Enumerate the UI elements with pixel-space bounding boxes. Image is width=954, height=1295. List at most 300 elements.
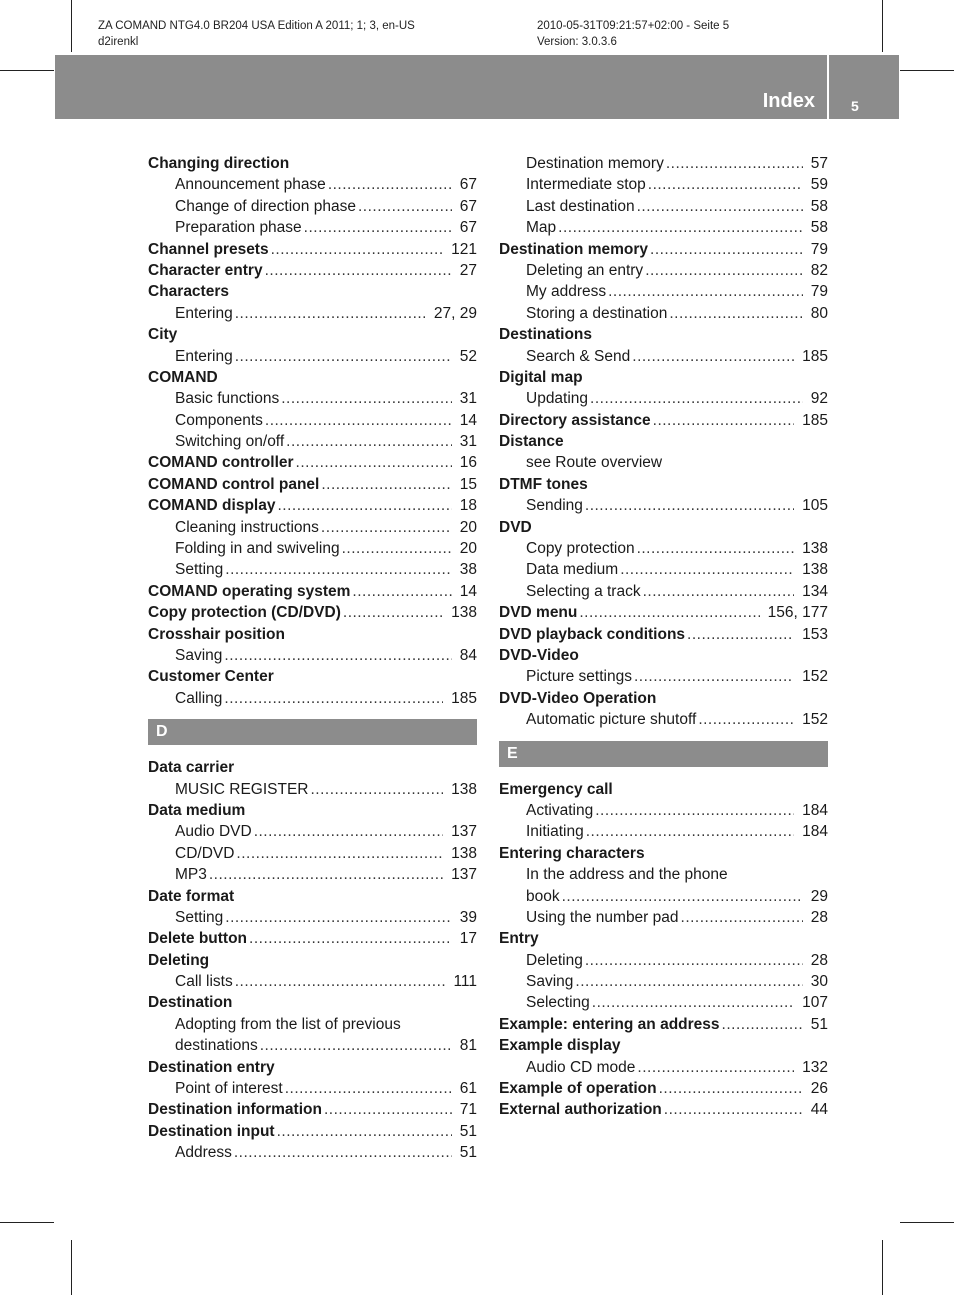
- page-reference: 138: [802, 540, 828, 558]
- entry-label: book: [526, 887, 560, 905]
- index-entry: [148, 324, 477, 345]
- page-reference: 152: [802, 711, 828, 729]
- index-subentry: [148, 410, 477, 431]
- dot-leader: [583, 495, 794, 516]
- entry-label: Example: entering an address: [499, 1015, 720, 1033]
- entry-label: COMAND: [148, 368, 218, 386]
- entry-label: Selecting a track: [526, 582, 641, 600]
- entry-label: Deleting: [148, 951, 210, 969]
- index-subentry: [148, 843, 477, 864]
- index-subentry: [499, 971, 828, 992]
- page-title: Index: [762, 90, 815, 112]
- index-entry: [499, 843, 828, 864]
- index-subentry: [148, 559, 477, 580]
- page-reference: 67: [459, 176, 477, 194]
- dot-leader: [341, 602, 443, 623]
- index-entry: [148, 666, 477, 687]
- entry-label: COMAND display: [148, 497, 276, 515]
- dot-leader: [679, 907, 803, 928]
- entry-label: Calling: [175, 689, 223, 707]
- entry-label: Entry: [499, 930, 539, 948]
- index-subentry: [499, 388, 828, 409]
- index-subentry: [499, 709, 828, 730]
- entry-label: Storing a destination: [526, 304, 668, 322]
- meta-right-line1: 2010-05-31T09:21:57+02:00 - Seite 5: [537, 20, 730, 32]
- entry-label: Destination entry: [148, 1058, 275, 1076]
- dot-leader: [667, 303, 802, 324]
- page-reference: 18: [459, 497, 477, 515]
- dot-leader: [606, 281, 803, 302]
- entry-label: Point of interest: [175, 1080, 283, 1098]
- index-subentry: [499, 581, 828, 602]
- dot-leader: [223, 559, 451, 580]
- page-reference: 15: [459, 475, 477, 493]
- entry-label: Character entry: [148, 261, 263, 279]
- index-entry: [148, 1099, 477, 1120]
- entry-label: Using the number pad: [526, 908, 679, 926]
- dot-leader: [232, 1142, 452, 1163]
- entry-label: Destination memory: [526, 155, 664, 172]
- index-subentry: [499, 907, 828, 928]
- page-reference: 138: [451, 604, 477, 622]
- index-subentry: [499, 495, 828, 516]
- index-entry: [148, 281, 477, 302]
- page-reference: 185: [802, 347, 828, 365]
- dot-leader: [233, 971, 446, 992]
- entry-label: COMAND control panel: [148, 475, 320, 493]
- index-entry: [499, 602, 828, 623]
- page-reference: 67: [459, 197, 477, 215]
- dot-leader: [556, 217, 803, 238]
- index-entry: [499, 624, 828, 645]
- index-entry: [499, 474, 828, 495]
- dot-leader: [340, 538, 452, 559]
- dot-leader: [590, 992, 794, 1013]
- index-subentry: [148, 196, 477, 217]
- page-reference: 111: [453, 973, 477, 991]
- index-subentry: [499, 800, 828, 821]
- index-subentry: [499, 346, 828, 367]
- index-entry: [148, 260, 477, 281]
- index-column-left: [148, 153, 477, 1164]
- entry-label: Directory assistance: [499, 411, 651, 429]
- page-reference: 67: [459, 219, 477, 237]
- dot-leader: [223, 907, 451, 928]
- page-reference: 59: [810, 176, 828, 194]
- dot-leader: [319, 474, 451, 495]
- entry-label: Delete button: [148, 930, 248, 948]
- page-reference: 57: [810, 155, 828, 172]
- dot-leader: [275, 495, 451, 516]
- entry-label: Entering characters: [499, 844, 645, 862]
- dot-leader: [641, 581, 795, 602]
- index-subentry: [148, 1142, 477, 1163]
- entry-label: Copy protection: [526, 540, 635, 558]
- dot-leader: [269, 239, 444, 260]
- dot-leader: [651, 410, 794, 431]
- dot-leader: [294, 452, 452, 473]
- entry-label: DVD playback conditions: [499, 625, 686, 643]
- entry-label: Example display: [499, 1037, 621, 1055]
- entry-label: Deleting: [526, 951, 583, 969]
- crop-mark: [882, 0, 883, 52]
- dot-leader: [618, 559, 794, 580]
- entry-label: Deleting an entry: [526, 261, 644, 279]
- index-subentry: [148, 907, 477, 928]
- index-subentry: [148, 688, 477, 709]
- entry-label: Channel presets: [148, 240, 269, 258]
- index-entry: [148, 950, 477, 971]
- index-entry: [499, 367, 828, 388]
- entry-label: Data medium: [526, 561, 619, 579]
- page-reference: 137: [451, 866, 477, 884]
- crop-mark: [0, 1222, 54, 1223]
- entry-label: Updating: [526, 390, 589, 408]
- dot-leader: [662, 1099, 803, 1120]
- page-reference: 153: [802, 625, 828, 643]
- dot-leader: [648, 239, 803, 260]
- entry-label: Picture settings: [526, 668, 632, 686]
- index-subentry: [499, 1057, 828, 1078]
- dot-leader: [350, 581, 451, 602]
- entry-label: DVD-Video: [499, 646, 579, 664]
- entry-label: Setting: [175, 561, 224, 579]
- index-subentry: [499, 666, 828, 687]
- index-entry: [499, 645, 828, 666]
- dot-leader: [319, 517, 452, 538]
- index-subentry: [499, 303, 828, 324]
- page-reference: 105: [802, 497, 828, 515]
- index-subentry: [148, 645, 477, 666]
- print-meta-right: [537, 18, 729, 50]
- header-band: [55, 55, 827, 119]
- page-reference: 28: [810, 908, 828, 926]
- index-entry: [499, 779, 828, 800]
- print-meta-left: [98, 18, 415, 50]
- dot-leader: [233, 346, 452, 367]
- page-reference: 31: [459, 390, 477, 408]
- index-subentry: [148, 779, 477, 800]
- dot-leader: [583, 950, 803, 971]
- crop-mark: [71, 0, 72, 52]
- index-subentry: [499, 196, 828, 217]
- index-subentry: [499, 821, 828, 842]
- entry-label: Digital map: [499, 368, 583, 386]
- index-entry: [148, 239, 477, 260]
- index-subentry: [148, 821, 477, 842]
- index-subentry: [148, 1035, 477, 1056]
- index-subentry: [148, 864, 477, 885]
- crop-mark: [900, 70, 954, 71]
- dot-leader: [279, 388, 452, 409]
- entry-label: Saving: [175, 646, 223, 664]
- page-reference: 132: [802, 1058, 828, 1076]
- index-subentry: [148, 346, 477, 367]
- dot-leader: [632, 666, 794, 687]
- page-reference: 82: [810, 261, 828, 279]
- crop-mark: [900, 1222, 954, 1223]
- entry-label: destinations: [175, 1037, 258, 1055]
- page-reference: 26: [810, 1080, 828, 1098]
- page-reference: 121: [451, 240, 477, 258]
- dot-leader: [657, 1078, 803, 1099]
- entry-label: Announcement phase: [175, 176, 326, 194]
- page-reference: 58: [810, 197, 828, 215]
- dot-leader: [635, 1057, 794, 1078]
- index-subentry: [499, 260, 828, 281]
- index-subentry: [499, 174, 828, 195]
- index-subentry: [148, 303, 477, 324]
- entry-label: Intermediate stop: [526, 176, 646, 194]
- entry-label: DVD-Video Operation: [499, 689, 657, 707]
- page-reference: 61: [459, 1080, 477, 1098]
- entry-label: Search & Send: [526, 347, 631, 365]
- index-subentry: [499, 538, 828, 559]
- dot-leader: [720, 1014, 803, 1035]
- entry-label: Sending: [526, 497, 583, 515]
- entry-label: Audio DVD: [175, 823, 252, 841]
- crop-mark: [0, 70, 54, 71]
- entry-label: Date format: [148, 887, 235, 905]
- index-subentry: [499, 559, 828, 580]
- section-letter: D: [148, 719, 477, 745]
- entry-label: In the address and the phone: [526, 866, 728, 884]
- entry-label: Example of operation: [499, 1080, 657, 1098]
- dot-leader: [593, 800, 794, 821]
- index-entry: [499, 431, 828, 452]
- page-reference: 51: [459, 1122, 477, 1140]
- entry-label: Map: [526, 219, 557, 237]
- index-subentry: [499, 153, 828, 174]
- dot-leader: [207, 864, 443, 885]
- dot-leader: [258, 1035, 452, 1056]
- entry-label: MP3: [175, 866, 207, 884]
- index-entry: [499, 1035, 828, 1056]
- index-entry: [148, 474, 477, 495]
- entry-label: External authorization: [499, 1101, 662, 1119]
- page-reference: 16: [459, 454, 477, 472]
- index-entry: [148, 624, 477, 645]
- index-entry: [148, 1057, 477, 1078]
- index-subentry: [148, 217, 477, 238]
- page-reference: 52: [459, 347, 477, 365]
- page-reference: 80: [810, 304, 828, 322]
- page-reference: 27, 29: [433, 304, 477, 322]
- index-entry: [499, 1078, 828, 1099]
- entry-label: Selecting: [526, 994, 590, 1012]
- entry-label: Destination input: [148, 1122, 275, 1140]
- page-reference: 138: [451, 844, 477, 862]
- entry-label: Change of direction phase: [175, 197, 356, 215]
- index-entry: [499, 239, 828, 260]
- index-subentry: [499, 864, 828, 885]
- dot-leader: [252, 821, 443, 842]
- page-reference: 31: [459, 433, 477, 451]
- index-entry: [148, 928, 477, 949]
- page-reference: 84: [459, 646, 477, 664]
- entry-label: Destination: [148, 994, 233, 1012]
- dot-leader: [275, 1121, 452, 1142]
- index-entry: [148, 1121, 477, 1142]
- entry-label: Initiating: [526, 823, 584, 841]
- page-reference: 152: [802, 668, 828, 686]
- index-entry: [499, 688, 828, 709]
- entry-label: Components: [175, 411, 263, 429]
- dot-leader: [308, 779, 443, 800]
- page-reference: 51: [810, 1015, 828, 1033]
- entry-label: Emergency call: [499, 780, 613, 798]
- index-subentry: [148, 174, 477, 195]
- page-reference: 58: [810, 219, 828, 237]
- dot-leader: [643, 260, 803, 281]
- page-reference: 79: [810, 240, 828, 258]
- entry-label: City: [148, 326, 178, 344]
- entry-label: Call lists: [175, 973, 233, 991]
- entry-label: COMAND controller: [148, 454, 294, 472]
- entry-label: Address: [175, 1144, 232, 1162]
- page-reference: 28: [810, 951, 828, 969]
- page-reference: 30: [810, 973, 828, 991]
- page-reference: 14: [459, 411, 477, 429]
- entry-label: Customer Center: [148, 668, 274, 686]
- entry-label: Switching on/off: [175, 433, 285, 451]
- entry-label: Entering: [175, 347, 233, 365]
- dot-leader: [560, 886, 803, 907]
- entry-label: Data medium: [148, 801, 246, 819]
- entry-label: Preparation phase: [175, 219, 302, 237]
- page-reference: 44: [810, 1101, 828, 1119]
- index-entry: [499, 324, 828, 345]
- page-reference: 51: [459, 1144, 477, 1162]
- entry-label: MUSIC REGISTER: [175, 780, 309, 798]
- page-reference: 20: [459, 518, 477, 536]
- dot-leader: [284, 431, 452, 452]
- section-letter: E: [499, 741, 828, 767]
- index-entry: [148, 495, 477, 516]
- dot-leader: [635, 538, 795, 559]
- page-reference: 137: [451, 823, 477, 841]
- index-entry: [499, 928, 828, 949]
- entry-label: Destinations: [499, 326, 593, 344]
- index-subentry: [499, 452, 828, 473]
- index-subentry: [499, 950, 828, 971]
- page-reference: 138: [802, 561, 828, 579]
- index-entry: [148, 581, 477, 602]
- page-reference: 14: [459, 582, 477, 600]
- index-entry: [148, 153, 477, 174]
- page-reference: 185: [802, 411, 828, 429]
- page-reference: 107: [802, 994, 828, 1012]
- page-reference: 39: [459, 908, 477, 926]
- index-entry: [148, 886, 477, 907]
- page-reference: 17: [459, 930, 477, 948]
- entry-label: see Route overview: [526, 454, 663, 472]
- dot-leader: [322, 1099, 452, 1120]
- page-reference: 184: [802, 801, 828, 819]
- index-entry: [148, 800, 477, 821]
- dot-leader: [696, 709, 794, 730]
- dot-leader: [234, 843, 443, 864]
- page-reference: 38: [459, 561, 477, 579]
- index-subentry: [499, 886, 828, 907]
- dot-leader: [263, 260, 452, 281]
- index-column-right: [499, 153, 828, 1121]
- page-reference: 184: [802, 823, 828, 841]
- dot-leader: [630, 346, 794, 367]
- entry-label: Activating: [526, 801, 594, 819]
- index-entry: [499, 517, 828, 538]
- index-entry: [499, 1014, 828, 1035]
- index-subentry: [148, 538, 477, 559]
- meta-left-line1: ZA COMAND NTG4.0 BR204 USA Edition A 2011; 1; 3, en-US: [98, 20, 415, 32]
- crop-mark: [882, 1240, 883, 1295]
- entry-label: Last destination: [526, 197, 635, 215]
- page-reference: 79: [810, 283, 828, 301]
- dot-leader: [664, 153, 803, 174]
- entry-label: Changing direction: [148, 155, 290, 172]
- page-reference: 92: [810, 390, 828, 408]
- entry-label: Folding in and swiveling: [175, 540, 340, 558]
- page-number-box: [829, 55, 899, 119]
- entry-label: Setting: [175, 908, 224, 926]
- page-reference: 185: [451, 689, 477, 707]
- index-entry: [148, 757, 477, 778]
- entry-label: DTMF tones: [499, 475, 588, 493]
- page-reference: 134: [802, 582, 828, 600]
- dot-leader: [283, 1078, 452, 1099]
- dot-leader: [584, 821, 794, 842]
- dot-leader: [685, 624, 794, 645]
- index-subentry: [148, 971, 477, 992]
- index-entry: [499, 1099, 828, 1120]
- dot-leader: [326, 174, 452, 195]
- index-entry: [148, 367, 477, 388]
- entry-label: COMAND operating system: [148, 582, 351, 600]
- entry-label: Automatic picture shutoff: [526, 711, 697, 729]
- dot-leader: [233, 303, 426, 324]
- dot-leader: [302, 217, 452, 238]
- index-subentry: [148, 1014, 477, 1035]
- dot-leader: [635, 196, 803, 217]
- entry-label: Destination information: [148, 1101, 322, 1119]
- meta-left-line2: d2irenkl: [98, 36, 139, 48]
- dot-leader: [356, 196, 452, 217]
- meta-right-line2: Version: 3.0.3.6: [537, 36, 617, 48]
- entry-label: Destination memory: [499, 240, 649, 258]
- entry-label: DVD menu: [499, 604, 578, 622]
- entry-label: Basic functions: [175, 390, 280, 408]
- entry-label: Characters: [148, 283, 229, 301]
- index-entry: [148, 452, 477, 473]
- index-entry: [499, 410, 828, 431]
- page-reference: 138: [451, 780, 477, 798]
- entry-label: Data carrier: [148, 759, 235, 777]
- dot-leader: [573, 971, 802, 992]
- entry-label: Copy protection (CD/DVD): [148, 604, 341, 622]
- entry-label: Cleaning instructions: [175, 518, 319, 536]
- index-subentry: [499, 217, 828, 238]
- page-number: 5: [851, 98, 859, 114]
- entry-label: Adopting from the list of previous: [175, 1015, 401, 1033]
- index-entry: [148, 992, 477, 1013]
- index-subentry: [148, 431, 477, 452]
- entry-label: Crosshair position: [148, 625, 285, 643]
- dot-leader: [588, 388, 803, 409]
- entry-label: CD/DVD: [175, 844, 235, 862]
- index-subentry: [499, 992, 828, 1013]
- dot-leader: [247, 928, 452, 949]
- page-reference: 156, 177: [767, 604, 828, 622]
